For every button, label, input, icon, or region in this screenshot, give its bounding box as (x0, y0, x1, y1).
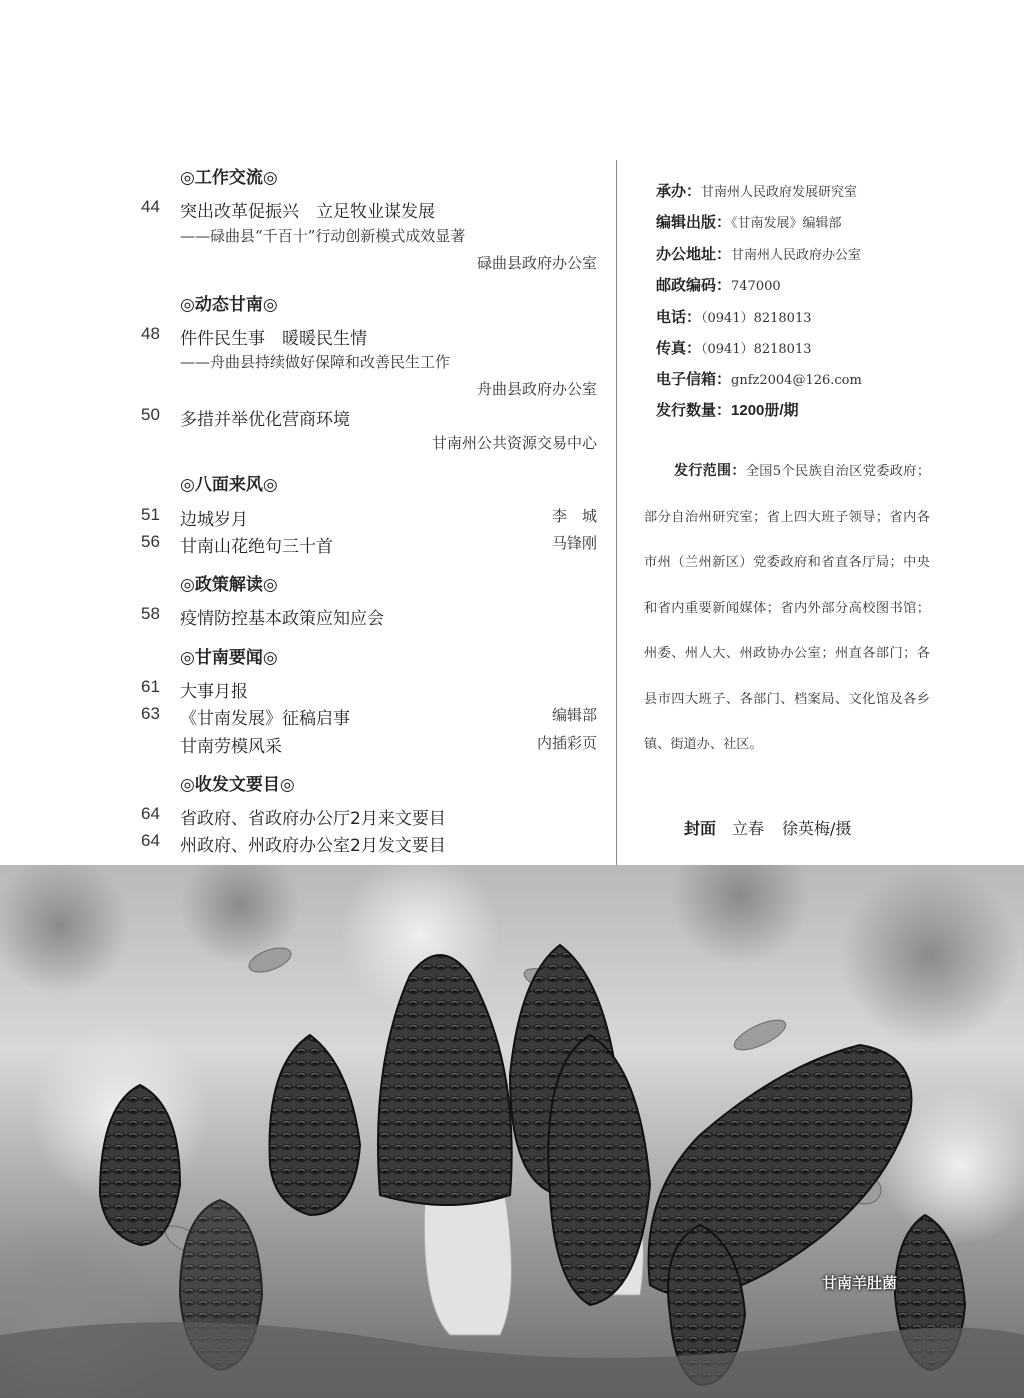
info-label: 电话： (656, 309, 702, 326)
info-label: 发行数量： (656, 402, 732, 419)
info-phone (656, 306, 812, 327)
article-author: 碌曲县政府办公室 (476, 254, 597, 272)
article-title: 大事月报 (180, 682, 248, 702)
info-postcode (656, 274, 781, 295)
page-number: 58 (141, 604, 160, 623)
toc-entry[interactable] (0, 704, 600, 728)
distribution-label: 发行范围： (674, 462, 746, 478)
toc-entry[interactable] (0, 831, 600, 855)
article-author: 甘南州公共资源交易中心 (431, 434, 597, 452)
article-title: 甘南山花绝句三十首 (180, 537, 333, 557)
info-label: 邮政编码： (656, 277, 732, 294)
info-value: 《甘南发展》编辑部 (731, 216, 842, 231)
column-divider (616, 160, 617, 865)
distribution-text: 全国5个民族自治区党委政府；部分自治州研究室；省上四大班子领导；省内各市州（兰州新区）党委政府和省直各厅局；中央和省内重要新闻媒体；省内外部分高校图书馆；州委、州人大、州政协办公室；州直各部门；各县市四大班子、各部门、档案局、文化馆及各乡镇、街道办、社区。 (644, 464, 931, 752)
article-subtitle: ——舟曲县持续做好保障和改善民生工作 (180, 353, 451, 371)
email-link[interactable]: gnfz2004@126.com (731, 373, 862, 388)
toc-entry[interactable] (0, 677, 600, 701)
section-heading-policy-interpretation: ◎政策解读◎ (180, 575, 278, 595)
article-author: 李 城 (551, 507, 597, 525)
toc-entry[interactable] (0, 732, 600, 756)
toc-entry-subtitle-row (0, 225, 600, 249)
page-number: 51 (141, 505, 160, 524)
info-publisher (656, 211, 842, 232)
section-heading-gannan-news: ◎甘南要闻◎ (180, 648, 278, 668)
info-value: （0941）8218013 (701, 342, 812, 357)
toc-entry[interactable] (0, 324, 600, 348)
cover-label: 封面 (684, 819, 717, 838)
article-author: 内插彩页 (536, 734, 597, 752)
article-title: 突出改革促振兴 立足牧业谋发展 (180, 202, 435, 222)
page-number: 64 (141, 804, 160, 823)
info-email (656, 368, 862, 389)
photo-illustration (0, 865, 1024, 1398)
article-title: 省政府、省政府办公厅2月来文要目 (180, 809, 446, 829)
article-author: 舟曲县政府办公室 (476, 380, 597, 398)
cover-photographer: 徐英梅/摄 (782, 819, 852, 838)
info-label: 传真： (656, 340, 702, 357)
article-title: 多措并举优化营商环境 (180, 410, 350, 430)
cover-title: 立春 (732, 819, 765, 838)
info-label: 编辑出版： (656, 214, 732, 231)
info-value: 1200册/期 (731, 402, 799, 419)
toc-entry-subtitle-row (0, 351, 600, 375)
info-label: 电子信箱： (656, 371, 732, 388)
page-number: 61 (141, 677, 160, 696)
toc-entry[interactable] (0, 604, 600, 628)
page-number: 44 (141, 197, 160, 216)
page-number: 56 (141, 532, 160, 551)
article-title: 件件民生事 暖暖民生情 (180, 329, 367, 349)
photo-caption: 甘南羊肚菌 (822, 1274, 898, 1292)
toc-entry-author-row (0, 378, 600, 402)
article-title: 《甘南发展》征稿启事 (180, 709, 350, 729)
section-heading-eight-winds: ◎八面来风◎ (180, 475, 278, 495)
toc-entry[interactable] (0, 405, 600, 429)
info-value: （0941）8218013 (701, 311, 812, 326)
toc-entry[interactable] (0, 505, 600, 529)
toc-entry[interactable] (0, 197, 600, 221)
section-heading-work-exchange: ◎工作交流◎ (180, 168, 278, 188)
article-title: 边城岁月 (180, 510, 248, 530)
toc-entry[interactable] (0, 532, 600, 556)
info-value: 747000 (731, 279, 781, 294)
toc-entry[interactable] (0, 804, 600, 828)
info-label: 办公地址： (656, 246, 732, 263)
toc-entry-author-row (0, 252, 600, 276)
article-author: 马锋刚 (551, 534, 597, 552)
info-value: 甘南州人民政府发展研究室 (701, 185, 858, 200)
article-title: 州政府、州政府办公室2月发文要目 (180, 836, 446, 856)
morel-mushroom-photo (0, 865, 1024, 1398)
info-value: 甘南州人民政府办公室 (731, 248, 862, 263)
page-number: 64 (141, 831, 160, 850)
distribution-paragraph (644, 448, 930, 768)
table-of-contents (0, 0, 610, 865)
page-number: 50 (141, 405, 160, 424)
article-title: 甘南劳模风采 (180, 737, 282, 757)
page-number: 48 (141, 324, 160, 343)
section-heading-document-index: ◎收发文要目◎ (180, 775, 295, 795)
article-title: 疫情防控基本政策应知应会 (180, 609, 384, 629)
toc-entry-author-row (0, 432, 600, 456)
info-circulation (656, 399, 799, 420)
article-author: 编辑部 (551, 706, 597, 724)
info-address (656, 243, 861, 264)
article-subtitle: ——碌曲县“千百十”行动创新模式成效显著 (180, 227, 466, 245)
info-undertaker (656, 180, 857, 201)
info-fax (656, 337, 812, 358)
page-number: 63 (141, 704, 160, 723)
info-label: 承办： (656, 183, 702, 200)
cover-credit (684, 816, 851, 839)
section-heading-dynamic-gannan: ◎动态甘南◎ (180, 295, 278, 315)
